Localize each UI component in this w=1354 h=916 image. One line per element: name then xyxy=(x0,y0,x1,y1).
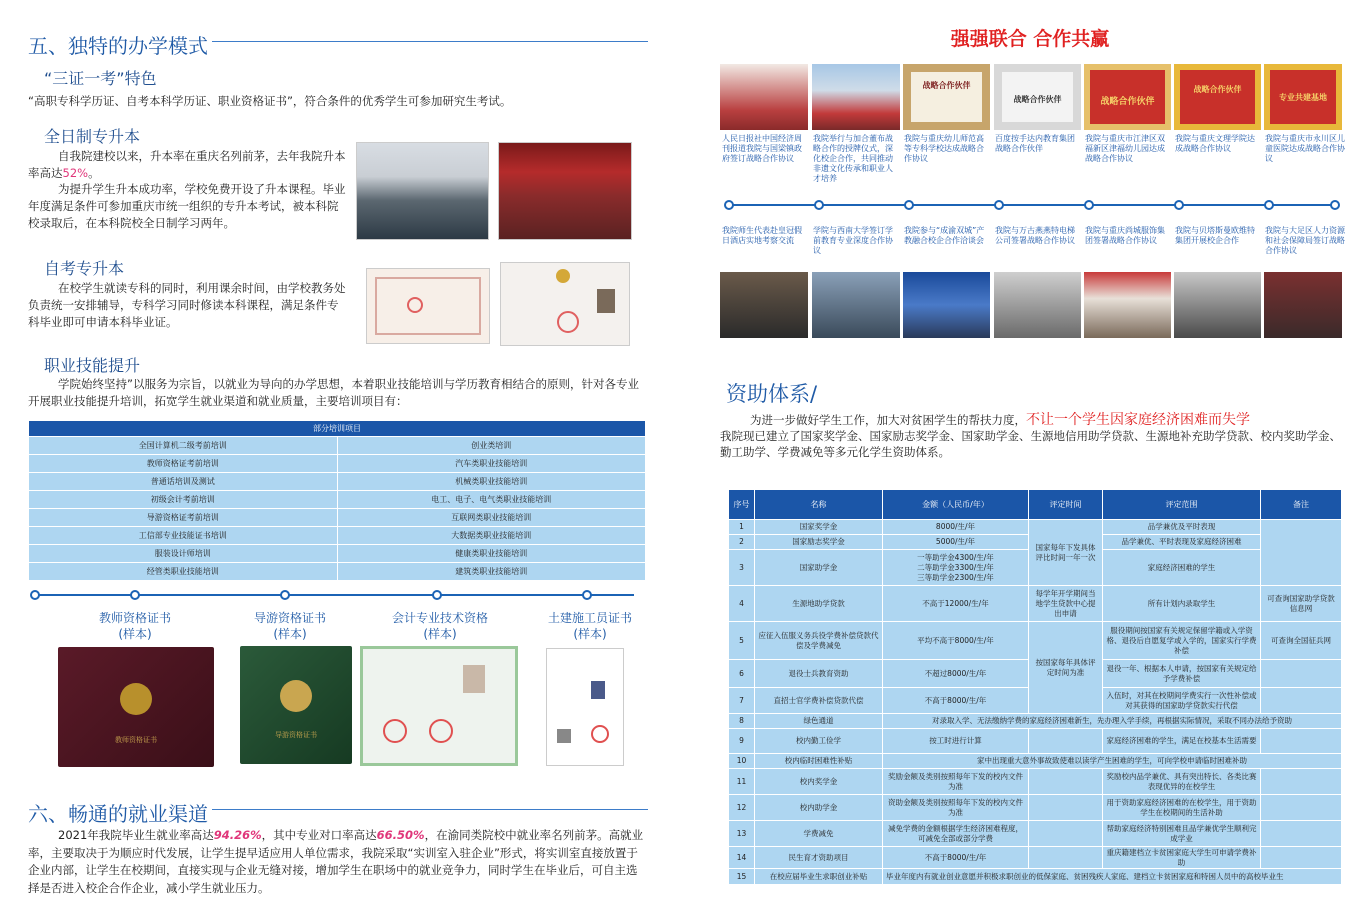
table-cell: 奖励校内品学兼优、具有突出特长、各类比赛表现优异的在校学生 xyxy=(1103,769,1261,795)
cert-name-guide: 导游资格证书 xyxy=(253,611,326,625)
employment-t3: ，在渝同类院校中就业率名列前茅。高就业率，主要取决于为顺应时代发展，让学生提早适应用人单位需求，我院采取“实训室入驻企业”形式，将实训室直接放置于企业内部，让学生在校期间，直接实现与企业无缝对接，增加学生在职场中的就业竞争力，同时学生在毕业后，可自主选择是否进入校企合作企业，减小学生就业压力。 xyxy=(28,828,644,895)
table-row xyxy=(729,754,1342,769)
cert-timeline-line xyxy=(34,594,634,596)
timeline-dot xyxy=(130,590,140,600)
table-cell: 初级会计考前培训 xyxy=(29,491,338,509)
table-cell: 入伍时，对其在校期间学费实行一次性补偿或对其获得的国家助学贷款实行代偿 xyxy=(1103,688,1261,714)
section6-title: 六、畅通的就业渠道 xyxy=(28,802,208,826)
table-cell xyxy=(1261,660,1342,688)
table-header: 评定时间 xyxy=(1029,490,1103,520)
table-cell: 电工、电子、电气类职业技能培训 xyxy=(337,491,646,509)
table-cell: 3 xyxy=(729,550,755,586)
plaque-text: 战略合作伙伴 xyxy=(1180,70,1255,124)
coop-caption: 我院参与“成渝双城”产教融合校企合作洽谈会 xyxy=(904,226,985,245)
table-row xyxy=(729,795,1342,821)
table-cell: 建筑类职业技能培训 xyxy=(337,563,646,581)
table-cell: 不高于8000/生/年 xyxy=(883,847,1029,869)
match-rate: 66.50% xyxy=(376,828,425,842)
coop-caption: 学院与西南大学签订学前教育专业深度合作协议 xyxy=(813,226,893,255)
plaque-photo xyxy=(1174,64,1261,130)
table-cell: 学费减免 xyxy=(755,821,883,847)
table-row xyxy=(729,714,1342,729)
timeline-dot xyxy=(432,590,442,600)
cert-note: (样本) xyxy=(273,627,307,641)
timeline-dot xyxy=(1264,200,1274,210)
coop-caption: 我院与重庆文理学院达成战略合作协议 xyxy=(1175,134,1255,153)
table-cell: 工信部专业技能证书培训 xyxy=(29,527,338,545)
coop-photo xyxy=(903,272,990,338)
table-cell: 不高于8000/生/年 xyxy=(883,688,1029,714)
cert-note: (样本) xyxy=(423,627,457,641)
training-table xyxy=(28,420,646,581)
table-cell xyxy=(1029,821,1103,847)
section6-divider xyxy=(212,809,648,810)
table-cell: 10 xyxy=(729,754,755,769)
timeline-dot xyxy=(30,590,40,600)
table-cell: 退役一年、根据本人申请，按国家有关规定给予学费补偿 xyxy=(1103,660,1261,688)
plaque-photo xyxy=(1264,64,1342,130)
aid-title: 资助体系/ xyxy=(726,382,818,406)
construction-certificate-image xyxy=(546,648,624,766)
table-cell: 教师资格证考前培训 xyxy=(29,455,338,473)
timeline-dot xyxy=(1330,200,1340,210)
table-cell: 13 xyxy=(729,821,755,847)
table-cell: 11 xyxy=(729,769,755,795)
table-cell: 用于资助家庭经济困难的在校学生，用于资助学生在校期间的生活补助 xyxy=(1103,795,1261,821)
fulltime-title: 全日制专升本 xyxy=(44,127,141,146)
teacher-certificate-image xyxy=(58,647,214,767)
coop-caption: 我院举行与加合董布战略合作的授牌仪式，深化校企合作，共同推动非遗文化传承和职业人才培养 xyxy=(813,134,893,183)
graduation-certificate-image xyxy=(366,268,490,344)
table-cell xyxy=(1029,729,1103,754)
table-cell xyxy=(1261,729,1342,754)
coop-caption: 我院与重庆市江津区双福新区津福幼儿园达成战略合作协议 xyxy=(1085,134,1165,163)
table-cell: 校内奖学金 xyxy=(755,769,883,795)
employment-rate: 94.26% xyxy=(213,828,262,842)
coop-photo xyxy=(720,64,808,130)
timeline-dot xyxy=(582,590,592,600)
table-cell: 所有计划内录取学生 xyxy=(1103,586,1261,622)
table-cell: 在校应届毕业生求职创业补贴 xyxy=(755,869,883,885)
table-row xyxy=(29,527,646,545)
table-cell: 平均不高于8000/生/年 xyxy=(883,622,1029,660)
timeline-dot xyxy=(724,200,734,210)
table-cell: 创业类培训 xyxy=(337,437,646,455)
coop-photo xyxy=(1174,272,1261,338)
table-cell: 普通话培训及测试 xyxy=(29,473,338,491)
table-row xyxy=(29,473,646,491)
table-cell: 国家励志奖学金 xyxy=(755,535,883,550)
table-header: 评定范围 xyxy=(1103,490,1261,520)
timeline-dot xyxy=(814,200,824,210)
table-cell: 国家每年下发具体评比时间一年一次 xyxy=(1029,520,1103,586)
table-cell: 服役期间按国家有关规定保留学籍或入学资格、退役后自愿复学或入学的，国家实行学费补偿 xyxy=(1103,622,1261,660)
aid-intro-t1: 为进一步做好学生工作，加大对贫困学生的帮扶力度， xyxy=(750,413,1026,427)
table-cell: 帮助家庭经济特别困难且品学兼优学生顺利完成学业 xyxy=(1103,821,1261,847)
table-cell: 按国家每年具体评定时间为准 xyxy=(1029,622,1103,714)
table-cell: 校内临时困难性补贴 xyxy=(755,754,883,769)
table-cell: 6 xyxy=(729,660,755,688)
fulltime-rate: 52% xyxy=(62,166,89,180)
table-cell: 健康类职业技能培训 xyxy=(337,545,646,563)
cert-note: (样本) xyxy=(118,627,152,641)
section5-divider xyxy=(212,41,648,42)
employment-t1: 2021年我院毕业生就业率高达 xyxy=(58,828,214,842)
employment-t2: ，其中专业对口率高达 xyxy=(261,828,377,842)
table-header: 备注 xyxy=(1261,490,1342,520)
table-cell: 1 xyxy=(729,520,755,535)
cert-name-accounting: 会计专业技术资格 xyxy=(391,611,488,625)
table-cell: 家中出现重大意外事故致使难以读学产生困难的学生，可向学校申请临时困难补助 xyxy=(883,754,1342,769)
aid-intro-t2: 我院现已建立了国家奖学金、国家励志奖学金、国家助学金、生源地信用助学贷款、生源地补充助学贷款、校内奖助学金、勤工助学、学费减免等多元化学生资助体系。 xyxy=(720,429,1341,459)
table-cell: 12 xyxy=(729,795,755,821)
table-cell: 校内勤工俭学 xyxy=(755,729,883,754)
aid-intro xyxy=(720,412,1348,460)
bachelor-certificate-image xyxy=(500,262,630,346)
aid-intro-highlight: 不让一个学生因家庭经济困难而失学 xyxy=(1026,412,1250,428)
table-header: 序号 xyxy=(729,490,755,520)
table-cell: 毕业年度内有就业创业意愿并积极求职创业的低保家庭、贫困残疾人家庭、建档立卡贫困家庭和特困人员中的高校毕业生 xyxy=(883,869,1342,885)
national-emblem-icon xyxy=(280,680,312,712)
national-emblem-icon xyxy=(120,683,152,715)
cert-cover-text: 导游资格证书 xyxy=(275,731,317,739)
table-row xyxy=(29,455,646,473)
fulltime-para1 xyxy=(28,148,346,182)
table-cell: 对录取入学、无法缴纳学费的家庭经济困难新生，先办理入学手续，再根据实际情况，采取不同办法给予资助 xyxy=(883,714,1342,729)
plaque-photo xyxy=(994,64,1081,130)
table-row xyxy=(729,622,1342,660)
table-cell: 7 xyxy=(729,688,755,714)
table-cell: 互联网类职业技能培训 xyxy=(337,509,646,527)
table-cell: 校内助学金 xyxy=(755,795,883,821)
coop-photo xyxy=(812,64,900,130)
table-cell: 不高于12000/生/年 xyxy=(883,586,1029,622)
training-table-header: 部分培训项目 xyxy=(29,421,646,437)
table-row xyxy=(729,769,1342,795)
table-row xyxy=(29,491,646,509)
table-cell xyxy=(1029,769,1103,795)
fulltime-para2: 为提升学生升本成功率，学校免费开设了升本课程。毕业年度满足条件可参加重庆市统一组织的专升本考试，被本科院校录取后，在本科院校全日制学习两年。 xyxy=(28,182,346,230)
timeline-dot xyxy=(904,200,914,210)
table-cell xyxy=(1261,769,1342,795)
table-cell: 生源地助学贷款 xyxy=(755,586,883,622)
table-cell: 导游资格证考前培训 xyxy=(29,509,338,527)
coop-caption: 我院与重庆尚城服饰集团签署战略合作协议 xyxy=(1085,226,1165,245)
table-cell: 可查询国家助学贷款信息网 xyxy=(1261,586,1342,622)
plaque-photo xyxy=(1084,64,1171,130)
coop-caption: 我院与重庆幼儿师范高等专科学校达成战略合作协议 xyxy=(904,134,984,163)
coop-caption: 人民日报社中国经济周刊报道我院与国梁镇政府签订战略合作协议 xyxy=(722,134,802,163)
table-cell: 民生育才资助项目 xyxy=(755,847,883,869)
plaque-text: 战略合作伙伴 xyxy=(1002,72,1073,122)
table-cell: 8 xyxy=(729,714,755,729)
coop-caption: 我院师生代表赴皇冠假日酒店实地考察交流 xyxy=(722,226,802,245)
timeline-dot xyxy=(1084,200,1094,210)
selfexam-title: 自考专升本 xyxy=(44,259,125,278)
table-cell xyxy=(1261,688,1342,714)
table-row xyxy=(729,586,1342,622)
auditorium-photo xyxy=(498,142,632,240)
table-cell: 减免学费的金额根据学生经济困难程度，可减免全部或部分学费 xyxy=(883,821,1029,847)
timeline-dot xyxy=(1174,200,1184,210)
table-cell xyxy=(1261,821,1342,847)
table-cell: 资助金额及类别按照每年下发的校内文件为准 xyxy=(883,795,1029,821)
table-cell: 品学兼优及平时表现 xyxy=(1103,520,1261,535)
cert-name-construction: 土建施工员证书 xyxy=(547,611,632,625)
plaque-text: 战略合作伙伴 xyxy=(1090,70,1165,124)
table-cell: 经管类职业技能培训 xyxy=(29,563,338,581)
table-cell: 国家奖学金 xyxy=(755,520,883,535)
table-cell: 4 xyxy=(729,586,755,622)
table-cell: 品学兼优、平时表现及家庭经济困难 xyxy=(1103,535,1261,550)
table-cell: 15 xyxy=(729,869,755,885)
table-cell: 重庆籍建档立卡贫困家庭大学生可申请学费补助 xyxy=(1103,847,1261,869)
coop-caption: 百度按手达内教育集团战略合作伙伴 xyxy=(995,134,1075,153)
skills-text: 学院始终坚持”以服务为宗旨，以就业为导向的办学思想，本着职业技能培训与学历教育相结合的原则，针对各专业开展职业技能提升培训，拓宽学生就业渠道和就业质量，主要培训项目有： xyxy=(28,377,639,408)
table-cell: 家庭经济困难的学生，满足在校基本生活需要 xyxy=(1103,729,1261,754)
table-cell: 一等助学金4300/生/年 二等助学金3300/生/年 三等助学金2300/生/年 xyxy=(883,550,1029,586)
table-cell: 奖励金额及类别按照每年下发的校内文件为准 xyxy=(883,769,1029,795)
aid-table xyxy=(728,489,1342,885)
timeline-dot xyxy=(994,200,1004,210)
table-cell: 每学年开学期间当地学生贷款中心提出申请 xyxy=(1029,586,1103,622)
table-cell: 8000/生/年 xyxy=(883,520,1029,535)
table-cell: 直招士官学费补偿贷款代偿 xyxy=(755,688,883,714)
timeline-dot xyxy=(280,590,290,600)
guide-certificate-image xyxy=(240,646,352,764)
selfexam-text: 在校学生就读专科的同时，利用课余时间，由学校教务处负责统一安排辅导，专科学习同时修读本科课程，满足条件专科毕业即可申请本科毕业证。 xyxy=(28,281,346,329)
table-cell xyxy=(1029,795,1103,821)
sanzheng-title: “三证一考”特色 xyxy=(44,69,157,88)
coop-photo xyxy=(1084,272,1171,338)
table-cell: 家庭经济困难的学生 xyxy=(1103,550,1261,586)
coop-caption: 我院与万古燕燕特电梯公司签署战略合作协议 xyxy=(995,226,1075,245)
coop-photo xyxy=(812,272,900,338)
table-cell: 退役士兵教育资助 xyxy=(755,660,883,688)
table-cell: 可查询全国征兵网 xyxy=(1261,622,1342,660)
table-cell: 绿色通道 xyxy=(755,714,883,729)
table-cell: 全国计算机二级考前培训 xyxy=(29,437,338,455)
table-row xyxy=(29,437,646,455)
fulltime-p1: 自我院建校以来，升本率在重庆名列前茅，去年我院升本率高达 xyxy=(28,149,346,180)
table-cell: 5 xyxy=(729,622,755,660)
table-cell: 国家助学金 xyxy=(755,550,883,586)
cert-name-teacher: 教师资格证书 xyxy=(98,611,171,625)
table-row xyxy=(29,563,646,581)
table-row xyxy=(29,545,646,563)
table-cell: 大数据类职业技能培训 xyxy=(337,527,646,545)
table-cell: 9 xyxy=(729,729,755,754)
table-cell: 机械类职业技能培训 xyxy=(337,473,646,491)
table-cell: 按工时进行计算 xyxy=(883,729,1029,754)
cert-note: (样本) xyxy=(573,627,607,641)
table-row xyxy=(729,729,1342,754)
section5-title: 五、独特的办学模式 xyxy=(28,34,208,58)
plaque-text: 战略合作伙伴 xyxy=(911,72,982,122)
coop-photo xyxy=(994,272,1081,338)
employment-text xyxy=(28,827,648,897)
table-cell: 应征入伍服义务兵役学费补偿贷款代偿及学费减免 xyxy=(755,622,883,660)
table-cell: 不超过8000/生/年 xyxy=(883,660,1029,688)
table-cell: 服装设计师培训 xyxy=(29,545,338,563)
table-cell: 14 xyxy=(729,847,755,869)
table-cell xyxy=(1261,520,1342,586)
table-cell xyxy=(1029,847,1103,869)
table-cell: 5000/生/年 xyxy=(883,535,1029,550)
table-header: 名称 xyxy=(755,490,883,520)
table-row xyxy=(729,520,1342,535)
table-row xyxy=(729,869,1342,885)
coop-caption: 我院与大足区人力资源和社会保障局签订战略合作协议 xyxy=(1265,226,1345,255)
coop-caption: 我院与重庆市永川区儿童医院达成战略合作协议 xyxy=(1265,134,1345,163)
sanzheng-text: “高职专科学历证、自考本科学历证、职业资格证书”，符合条件的优秀学生可参加研究生考试。 xyxy=(28,94,512,108)
classroom-photo xyxy=(356,142,489,240)
skills-title: 职业技能提升 xyxy=(44,356,141,375)
plaque-photo xyxy=(903,64,990,130)
fulltime-p1-end: 。 xyxy=(88,166,100,180)
table-row xyxy=(29,509,646,527)
table-row xyxy=(729,821,1342,847)
accounting-certificate-image xyxy=(360,646,518,766)
coop-title: 强强联合 合作共赢 xyxy=(950,28,1110,50)
plaque-text: 专业共建基地 xyxy=(1270,70,1336,124)
table-cell: 汽车类职业技能培训 xyxy=(337,455,646,473)
table-cell xyxy=(1261,847,1342,869)
table-header: 金额（人民币/年） xyxy=(883,490,1029,520)
coop-photo xyxy=(1264,272,1342,338)
table-row xyxy=(729,847,1342,869)
cert-cover-text: 教师资格证书 xyxy=(115,736,157,744)
table-cell: 2 xyxy=(729,535,755,550)
coop-photo xyxy=(720,272,808,338)
table-cell xyxy=(1261,795,1342,821)
coop-caption: 我院与贝塔斯曼欧维特集团开展校企合作 xyxy=(1175,226,1255,245)
